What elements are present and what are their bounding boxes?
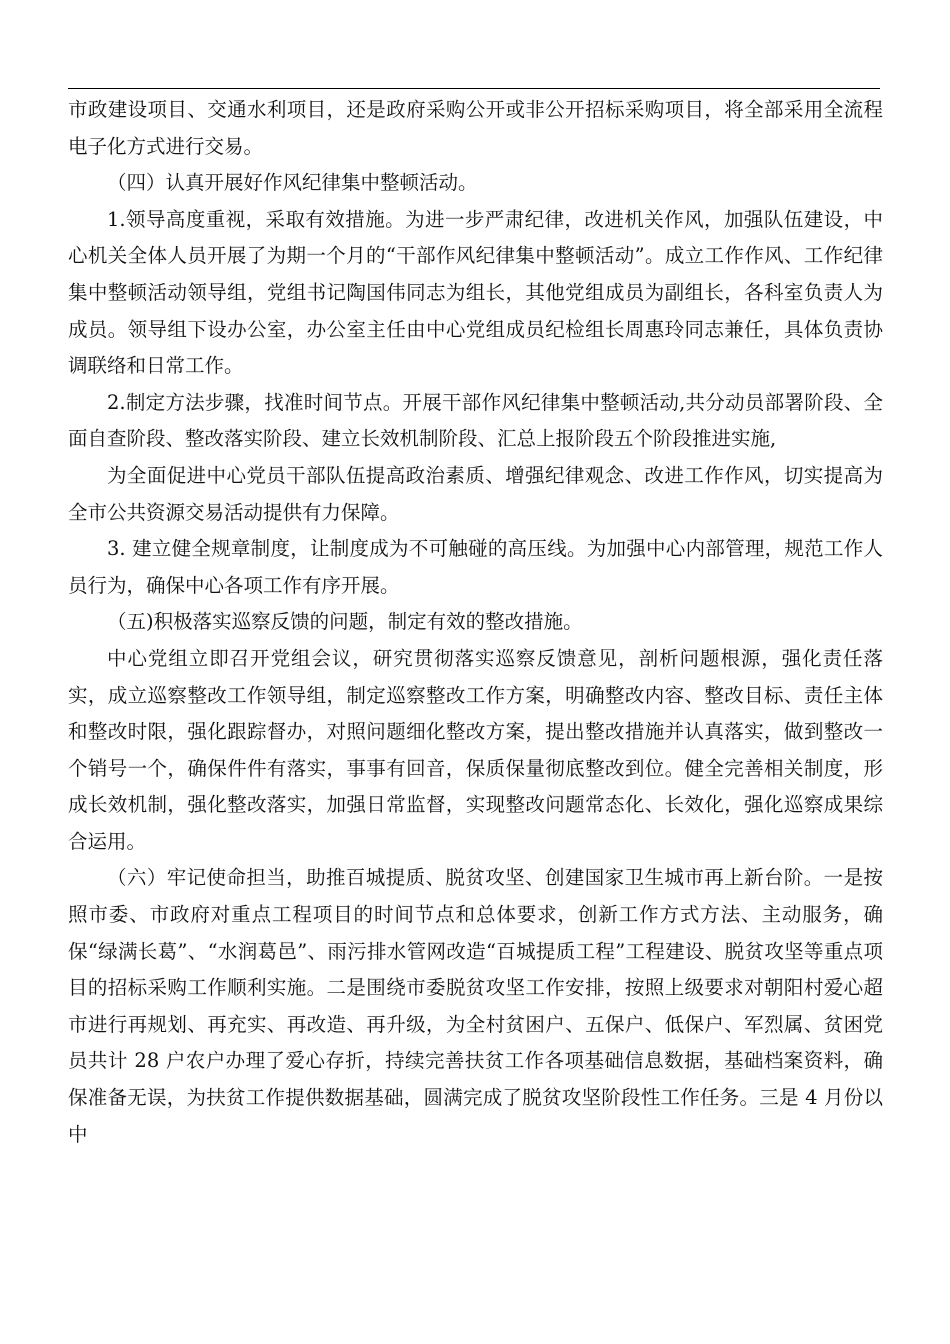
paragraph-section-6: （六）牢记使命担当，助推百城提质、脱贫攻坚、创建国家卫生城市再上新台阶。一是按照市委、市政府对重点工程项目的时间节点和总体要求，创新工作方式方法、主动服务，确保“绿满长葛”、“水润葛邑”、雨污排水管网改造“百城提质工程”工程建设、脱贫攻坚等重点项目的招标采购工作顺利实施。二是围绕市委脱贫攻坚工作安排，按照上级要求对朝阳村爱心超市进行再规划、再充实、再改造、再升级，为全村贫困户、五保户、低保户、军烈属、贫困党员共计 28 户农户办理了爱心存折，持续完善扶贫工作各项基础信息数据，基础档案资料，确保准备无误，为扶贫工作提供数据基础，圆满完成了脱贫攻坚阶段性工作任务。三是 4 月份以中 (68, 866, 883, 1146)
paragraph-item-1: 1.领导高度重视，采取有效措施。为进一步严肃纪律，改进机关作风，加强队伍建设，中心机关全体人员开展了为期一个月的“干部作风纪律集中整顿活动”。成立工作作风、工作纪律集中整顿活动领导组，党组书记陶国伟同志为组长，其他党组成员为副组长，各科室负责人为成员。领导组下设办公室，办公室主任由中心党组成员纪检组长周惠玲同志兼任，具体负责协调联络和日常工作。 (68, 207, 883, 378)
header-rule (68, 88, 880, 89)
paragraph-section-5: 中心党组立即召开党组会议，研究贯彻落实巡察反馈意见，剖析问题根源，强化责任落实，成立巡察整改工作领导组，制定巡察整改工作方案，明确整改内容、整改目标、责任主体和整改时限，强化跟踪督办，对照问题细化整改方案，提出整改措施并认真落实，做到整改一个销号一个，确保件件有落实，事事有回音，保质保量彻底整改到位。健全完善相关制度，形成长效机制，强化整改落实，加强日常监督，实现整改问题常态化、长效化，强化巡察成果综合运用。 (68, 646, 883, 853)
document-body (68, 92, 883, 1153)
paragraph-item-3: 3. 建立健全规章制度，让制度成为不可触碰的高压线。为加强中心内部管理，规范工作人员行为，确保中心各项工作有序开展。 (68, 537, 883, 597)
paragraph-item-2-continued: 为全面促进中心党员干部队伍提高政治素质、增强纪律观念、改进工作作风，切实提高为全市公共资源交易活动提供有力保障。 (68, 463, 883, 524)
section-heading-4: （四）认真开展好作风纪律集中整顿活动。 (107, 171, 478, 195)
paragraph-item-2: 2.制定方法步骤，找准时间节点。开展干部作风纪律集中整顿活动,共分动员部署阶段、全面自查阶段、整改落实阶段、建立长效机制阶段、汇总上报阶段五个阶段推进实施, (68, 390, 883, 451)
paragraph-1: 市政建设项目、交通水利项目，还是政府采购公开或非公开招标采购项目，将全部采用全流程电子化方式进行交易。 (68, 98, 883, 158)
section-heading-5: （五)积极落实巡察反馈的问题，制定有效的整改措施。 (107, 610, 583, 634)
